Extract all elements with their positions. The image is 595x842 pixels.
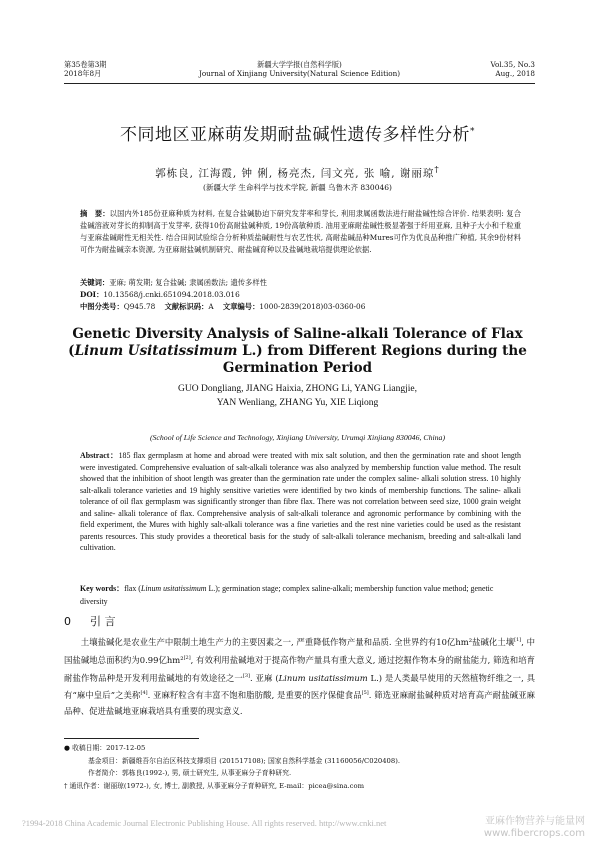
- date-cn: 2018年8月: [64, 69, 102, 78]
- abstract-en-label: Abstract：: [80, 451, 119, 460]
- abstract-cn-text: 以国内外185份亚麻种质为材料, 在复合盐碱胁迫下研究发芽率和芽长, 利用隶属函数法进行耐盐碱性综合评价. 结果表明: 复合盐碱溶液对芽长的抑制高于发芽率, 获得10份高耐盐碱种质, 19份高敏种质. 油用亚麻耐盐碱性极显著强于纤用亚麻, 且种子大小和千粒重与亚麻盐碱耐性无相关性. 结合田间试验综合分析种质盐碱耐性与农艺性状, 高耐盐碱品种Mures可作为优良品种推广种植, 其余9份材料可作为耐盐碱亲本资源, 为亚麻耐盐碱机制研究、耐盐碱育种以及盐碱地栽培提供理论依据.: [80, 209, 521, 254]
- copyright-watermark: ?1994-2018 China Academic Journal Electronic Publishing House. All rights reserved. http://www.cnki.net: [22, 818, 387, 828]
- header-right: [490, 60, 535, 78]
- running-header: [64, 60, 535, 84]
- keywords-cn: 关键词：亚麻; 萌发期; 复合盐碱; 隶属函数法; 遗传多样性: [80, 278, 267, 287]
- doi-line: DOI：10.13568/j.cnki.651094.2018.03.016: [80, 290, 240, 299]
- footnote-corresponding: † 通讯作者：谢丽琼(1972-), 女, 博士, 副教授, 从事亚麻分子育种研究, E-mail：picea@sina.com: [64, 781, 365, 790]
- title-en: Genetic Diversity Analysis of Saline-alkali Tolerance of Flax (Linum Usitatissimum L.) from Different Regions during the Germination Period: [68, 326, 527, 376]
- section-heading: 0 引 言: [64, 615, 116, 628]
- title-cn: 不同地区亚麻萌发期耐盐碱性遗传多样性分析*: [120, 125, 475, 145]
- footnote-received: ● 收稿日期：2017-12-05: [64, 744, 146, 752]
- abstract-en: [80, 450, 521, 554]
- footnote-author-bio: 作者简介：郭栋良(1992-), 男, 硕士研究生, 从事亚麻分子育种研究.: [88, 769, 292, 777]
- abstract-cn: [80, 208, 521, 256]
- footnotes: [64, 742, 535, 792]
- authors-cn: 郭栋良, 江海霞, 钟 俐, 杨亮杰, 闫文亮, 张 喻, 谢丽琼†: [155, 165, 440, 180]
- volume-en: Vol.35, No.3: [490, 60, 535, 69]
- site-watermark: 亚麻作物营养与能量网 www.fibercrops.com: [483, 816, 585, 839]
- date-en: Aug., 2018: [495, 69, 535, 78]
- volume-cn: 第35卷第3期: [64, 60, 107, 69]
- affiliation-en: (School of Life Science and Technology, Xinjiang University, Urumqi Xinjiang 830046, China): [149, 433, 446, 442]
- footnote-rule: [64, 738, 199, 739]
- header-rule: [64, 83, 535, 84]
- footnote-funding: 基金项目：新疆维吾尔自治区科技支撑项目 (201517108); 国家自然科学基金 (31160056/C020408).: [88, 756, 401, 765]
- journal-name-cn: 新疆大学学报(自然科学版): [257, 60, 342, 69]
- intro-paragraph: 土壤盐碱化是农业生产中限制土地生产力的主要因素之一, 严重降低作物产量和品质. 全世界约有10亿hm²盐碱化土壤[1], 中国盐碱地总面积约为0.99亿hm²[2], 有效利用盐碱地对于提高作物产量具有重大意义, 通过挖掘作物本身的耐盐能力, 筛选和培育耐盐作物品种是开发利用盐碱地的有效途径之一[3]. 亚麻 (Linum usitatissimum L.) 是人类最早使用的天然植物纤维之一, 具有“麻中皇后”之美称[4]. 亚麻籽粒含有丰富不饱和脂肪酸, 是重要的医疗保健食品[5]. 筛选亚麻耐盐碱种质对培育高产耐盐碱亚麻品种、促进盐碱地亚麻栽培具有重要的现实意义.: [64, 636, 535, 717]
- abstract-cn-label: 摘 要：: [80, 209, 110, 218]
- authors-en: GUO Dongliang, JIANG Haixia, ZHONG Li, YANG Liangjie, YAN Wenliang, ZHANG Yu, XIE Liqiong: [178, 384, 417, 408]
- affiliation-cn: (新疆大学 生命科学与技术学院, 新疆 乌鲁木齐 830046): [203, 183, 392, 192]
- header-center: [64, 60, 535, 78]
- abstract-en-text: 185 flax germplasm at home and abroad were treated with mix salt solution, and then the germination rate and shoot length were investigated. Comprehensive evaluation of salt-alkali tolerance was also analyzed by membership function value method. The result showed that the inhibition of shoot length was greater than the germination rate under the complex saline- alkali solution stress. 10 highly salt-alkali tolerance varieties and 19 highly sensitive varieties were identified by two kinds of membership functions. The saline- alkali tolerance of oil flax germplasm was significantly stronger than fibre flax. There was not correlation between seed size, 1000 grain weight and saline- alkali tolerance of flax. Comprehensive analysis of salt-alkali tolerance and agronomic performance by combining with the field experiment, the Mures with highly salt-alkali tolerance was a fine varieties and the rest nine varieties could be used as the resistant parents resources. This study provides a theoretical basis for the study of salt-alkali tolerance mechanism, breeding and salt-alkali land cultivation.: [80, 451, 521, 552]
- journal-name-en: Journal of Xinjiang University(Natural Science Edition): [198, 69, 401, 78]
- keywords-en: Key words：flax (Linum usitatissimum L.); germination stage; complex saline-alkali; membership function value method; genetic diversity: [80, 584, 494, 606]
- classification-line: 中图分类号：Q945.78 文献标识码：A 文章编号：1000-2839(2018)03-0360-06: [80, 302, 366, 311]
